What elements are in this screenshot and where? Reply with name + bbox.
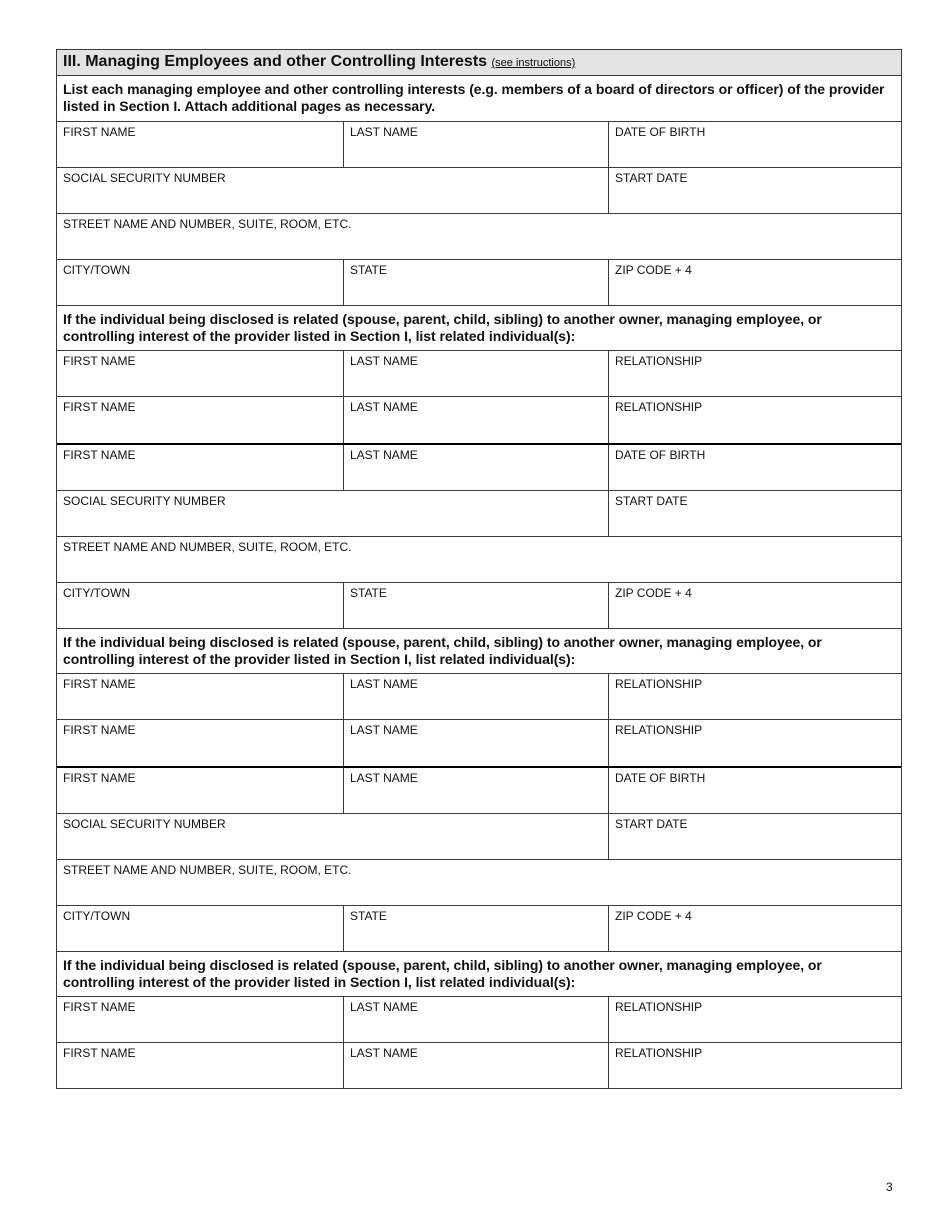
date-of-birth-field[interactable]: DATE OF BIRTH <box>608 122 901 167</box>
start-date-field[interactable]: START DATE <box>608 168 901 213</box>
street-row <box>57 214 901 260</box>
first-name-field[interactable]: FIRST NAME <box>63 125 136 139</box>
street-field[interactable]: STREET NAME AND NUMBER, SUITE, ROOM, ETC. <box>63 217 352 231</box>
related-row <box>57 674 901 720</box>
street-row <box>57 537 901 583</box>
last-name-field[interactable]: LAST NAME <box>343 768 608 813</box>
name-dob-row <box>57 768 901 814</box>
relationship-field[interactable]: RELATIONSHIP <box>608 351 901 396</box>
city-state-zip-row <box>57 260 901 306</box>
related-last-name-field[interactable]: LAST NAME <box>343 720 608 766</box>
zip-field[interactable]: ZIP CODE + 4 <box>608 583 901 628</box>
city-state-zip-row <box>57 583 901 629</box>
related-first-name-field[interactable]: FIRST NAME <box>63 1046 136 1060</box>
related-last-name-field[interactable]: LAST NAME <box>343 351 608 396</box>
zip-field[interactable]: ZIP CODE + 4 <box>608 906 901 951</box>
ssn-start-row <box>57 491 901 537</box>
ssn-field[interactable]: SOCIAL SECURITY NUMBER <box>63 817 226 831</box>
related-first-name-field[interactable]: FIRST NAME <box>63 677 136 691</box>
related-first-name-field[interactable]: FIRST NAME <box>63 354 136 368</box>
related-row <box>57 1043 901 1088</box>
relationship-field[interactable]: RELATIONSHIP <box>608 674 901 719</box>
related-instruction: If the individual being disclosed is related (spouse, parent, child, sibling) to another owner, managing employee, or controlling interest of the provider listed in Section I, list related individual(s): <box>57 306 901 351</box>
date-of-birth-field[interactable]: DATE OF BIRTH <box>608 768 901 813</box>
related-last-name-field[interactable]: LAST NAME <box>343 997 608 1042</box>
related-row <box>57 397 901 445</box>
related-last-name-field[interactable]: LAST NAME <box>343 1043 608 1088</box>
relationship-field[interactable]: RELATIONSHIP <box>608 997 901 1042</box>
street-row <box>57 860 901 906</box>
see-instructions-link[interactable]: (see instructions) <box>491 57 576 69</box>
related-last-name-field[interactable]: LAST NAME <box>343 674 608 719</box>
name-dob-row <box>57 445 901 491</box>
ssn-field[interactable]: SOCIAL SECURITY NUMBER <box>63 171 226 185</box>
related-first-name-field[interactable]: FIRST NAME <box>63 1000 136 1014</box>
relationship-field[interactable]: RELATIONSHIP <box>608 397 901 443</box>
relationship-field[interactable]: RELATIONSHIP <box>608 1043 901 1088</box>
section-instruction: List each managing employee and other controlling interests (e.g. members of a board of directors or officer) of the provider listed in Section I. Attach additional pages as necessary. <box>57 76 901 122</box>
zip-field[interactable]: ZIP CODE + 4 <box>608 260 901 305</box>
last-name-field[interactable]: LAST NAME <box>343 122 608 167</box>
page-number: 3 <box>886 1180 893 1194</box>
ssn-start-row <box>57 168 901 214</box>
start-date-field[interactable]: START DATE <box>608 814 901 859</box>
last-name-field[interactable]: LAST NAME <box>343 445 608 490</box>
state-field[interactable]: STATE <box>343 260 608 305</box>
related-first-name-field[interactable]: FIRST NAME <box>63 400 136 414</box>
related-row <box>57 720 901 768</box>
first-name-field[interactable]: FIRST NAME <box>63 771 136 785</box>
state-field[interactable]: STATE <box>343 906 608 951</box>
start-date-field[interactable]: START DATE <box>608 491 901 536</box>
section-title: III. Managing Employees and other Controlling Interests <box>63 53 488 70</box>
related-instruction: If the individual being disclosed is related (spouse, parent, child, sibling) to another owner, managing employee, or controlling interest of the provider listed in Section I, list related individual(s): <box>57 952 901 997</box>
related-row <box>57 997 901 1043</box>
first-name-field[interactable]: FIRST NAME <box>63 448 136 462</box>
street-field[interactable]: STREET NAME AND NUMBER, SUITE, ROOM, ETC. <box>63 863 352 877</box>
related-row <box>57 351 901 397</box>
city-field[interactable]: CITY/TOWN <box>63 586 131 600</box>
related-first-name-field[interactable]: FIRST NAME <box>63 723 136 737</box>
related-instruction: If the individual being disclosed is related (spouse, parent, child, sibling) to another owner, managing employee, or controlling interest of the provider listed in Section I, list related individual(s): <box>57 629 901 674</box>
state-field[interactable]: STATE <box>343 583 608 628</box>
ssn-field[interactable]: SOCIAL SECURITY NUMBER <box>63 494 226 508</box>
section-header <box>57 50 901 76</box>
city-field[interactable]: CITY/TOWN <box>63 263 131 277</box>
date-of-birth-field[interactable]: DATE OF BIRTH <box>608 445 901 490</box>
ssn-start-row <box>57 814 901 860</box>
related-last-name-field[interactable]: LAST NAME <box>343 397 608 443</box>
managing-employees-form <box>56 49 902 1089</box>
city-field[interactable]: CITY/TOWN <box>63 909 131 923</box>
street-field[interactable]: STREET NAME AND NUMBER, SUITE, ROOM, ETC. <box>63 540 352 554</box>
city-state-zip-row <box>57 906 901 952</box>
name-dob-row <box>57 122 901 168</box>
relationship-field[interactable]: RELATIONSHIP <box>608 720 901 766</box>
